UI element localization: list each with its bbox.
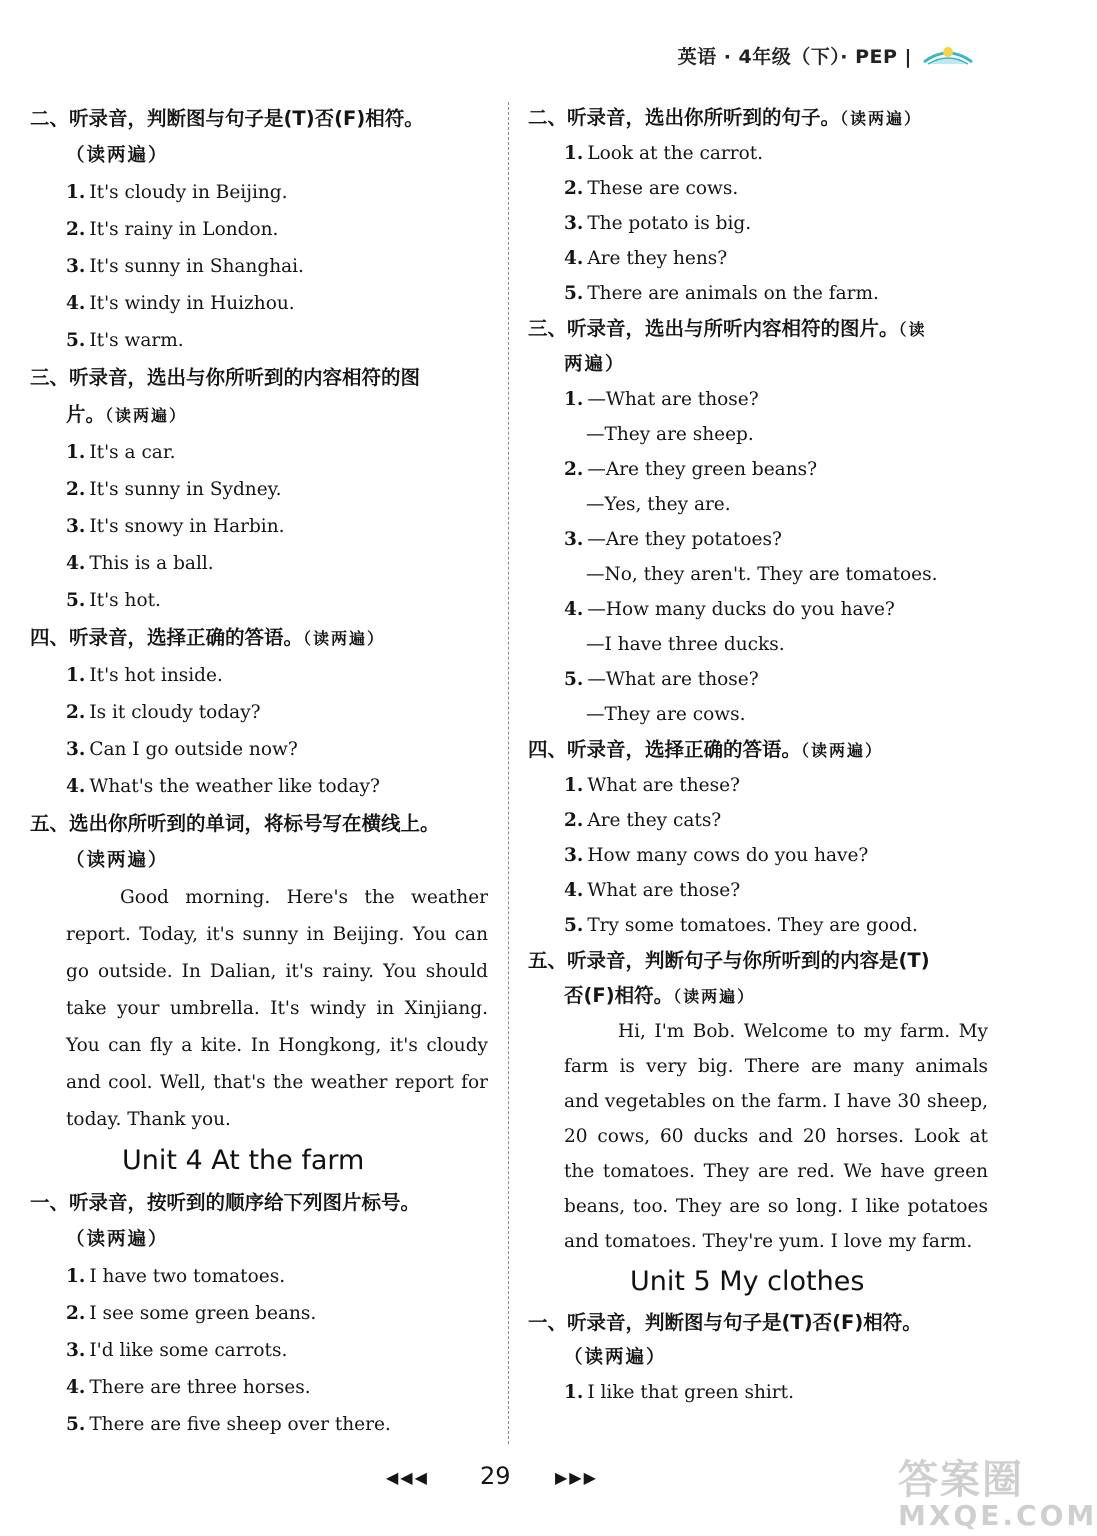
list-item: 2. It's sunny in Sydney. [66,479,282,500]
list-item: 2. I see some green beans. [66,1303,317,1324]
list-item: 1. It's a car. [66,442,176,463]
right-section-3 [528,311,988,732]
list-item: 1. What are these? [564,775,740,796]
section-heading: 四、听录音，选择正确的答语。（读两遍） [528,738,884,761]
left-column [30,100,488,1443]
list-item: 3. I'd like some carrots. [66,1340,288,1361]
column-divider [508,102,509,1444]
unit-5-title: Unit 5 My clothes [528,1259,988,1305]
list-item: 2. Are they cats? [564,810,722,831]
list-item: 3. It's snowy in Harbin. [66,516,285,537]
prev-arrows-icon: ◀◀◀ [386,1468,429,1487]
section-heading: 四、听录音，选择正确的答语。（读两遍） [30,626,386,649]
weather-report-paragraph: Good morning. Here's the weather report. Today, it's sunny in Beijing. You can go outside. In Dalian, it's rainy. You should take your umbrella. It's windy in Xinjiang. You can fly a kite. In Hongkong, it's cloudy and cool. Well, that's the weather report for today. Thank you. [66,887,488,1130]
section-heading: 一、听录音，判断图与句子是(T)否(F)相符。 [528,1311,922,1334]
section-heading: 五、听录音，判断句子与你所听到的内容是(T) [528,949,930,972]
read-twice-note: （读两遍） [66,850,169,871]
list-item: 4. —How many ducks do you have? [564,599,895,620]
read-twice-note: （读两遍） [66,1229,169,1250]
list-item: 3. It's sunny in Shanghai. [66,256,304,277]
section-heading: 三、听录音，选出与你所听到的内容相符的图 [30,366,421,389]
list-item: 5. Try some tomatoes. They are good. [564,915,918,936]
list-item: —They are sheep. [586,424,754,445]
list-item: 2. These are cows. [564,178,739,199]
right-section-4 [528,732,988,943]
section-heading: 三、听录音，选出与所听内容相符的图片。（读 [528,317,927,340]
list-item: 4. This is a ball. [66,553,214,574]
list-item: 3. —Are they potatoes? [564,529,782,550]
title-highlight [48,1148,132,1174]
right-column [528,100,988,1410]
list-item: —They are cows. [586,704,746,725]
unit-4-title: Unit 4 At the farm [30,1138,488,1184]
watermark-bottom-text: MXQE.COM [898,1499,1097,1532]
list-item: 4. There are three horses. [66,1377,311,1398]
section-heading: 二、听录音，判断图与句子是(T)否(F)相符。 [30,107,424,130]
sentence-list [528,768,988,943]
heading-continuation: 否(F)相符。（读两遍） [564,984,756,1007]
list-item: 5. —What are those? [564,669,759,690]
list-item: 5. There are animals on the farm. [564,283,879,304]
list-item: 1. It's cloudy in Beijing. [66,182,288,203]
right-section-5 [528,943,988,1259]
watermark-top-text: 答案圈 [898,1457,1024,1503]
next-arrows-icon: ▶▶▶ [555,1468,598,1487]
list-item: 1. I like that green shirt. [564,1382,794,1403]
list-item: 4. It's windy in Huizhou. [66,293,295,314]
sentence-list [30,174,488,359]
left-section-3 [30,359,488,619]
read-twice-note: （读两遍） [564,1347,667,1368]
list-item: 1. —What are those? [564,389,759,410]
list-item: 5. It's warm. [66,330,184,351]
unit5-section-1 [528,1305,988,1410]
farm-paragraph: Hi, I'm Bob. Welcome to my farm. My farm is very big. There are many animals and vegetables on the farm. I have 30 sheep, 20 cows, 60 ducks and 20 horses. Look at the tomatoes. They are red. We have green beans, too. They are so long. I like potatoes and tomatoes. They're yum. I love my farm. [564,1021,988,1252]
left-section-4 [30,619,488,805]
left-section-2 [30,100,488,359]
list-item: 1. Look at the carrot. [564,143,764,164]
section-heading: 五、选出你所听到的单词，将标号写在横线上。 [30,812,440,835]
list-item: 5. It's hot. [66,590,161,611]
section-heading: 一、听录音，按听到的顺序给下列图片标号。 [30,1191,421,1214]
list-item: —I have three ducks. [586,634,785,655]
book-logo-icon [920,40,976,70]
list-item: 2. It's rainy in London. [66,219,279,240]
list-item: —No, they aren't. They are tomatoes. [586,564,938,585]
list-item: 3. Can I go outside now? [66,739,298,760]
list-item: 4. What's the weather like today? [66,776,380,797]
list-item: 2. —Are they green beans? [564,459,818,480]
list-item: 1. It's hot inside. [66,665,223,686]
header-text: 英语 · 4年级（下）· PEP | [677,45,912,68]
list-item: 4. Are they hens? [564,248,728,269]
list-item: —Yes, they are. [586,494,731,515]
read-twice-note: 两遍） [564,354,626,375]
dialogue-list [528,382,988,732]
sentence-list [528,1375,988,1410]
sentence-list [30,434,488,619]
list-item: 3. The potato is big. [564,213,752,234]
left-section-5 [30,805,488,1138]
list-item: 1. I have two tomatoes. [66,1266,286,1287]
list-item: 3. How many cows do you have? [564,845,869,866]
page-header [678,40,976,70]
watermark-logo [898,1448,1097,1532]
page-number: 29 [480,1462,511,1490]
list-item: 5. There are five sheep over there. [66,1414,391,1435]
sentence-list [30,657,488,805]
sentence-list [528,136,988,311]
right-section-2 [528,100,988,311]
read-twice-note: （读两遍） [66,145,169,166]
list-item: 2. Is it cloudy today? [66,702,261,723]
unit4-section-1 [30,1184,488,1443]
sentence-list [30,1258,488,1443]
list-item: 4. What are those? [564,880,741,901]
heading-continuation: 片。（读两遍） [66,403,188,426]
section-heading: 二、听录音，选出你所听到的句子。（读两遍） [528,106,923,129]
